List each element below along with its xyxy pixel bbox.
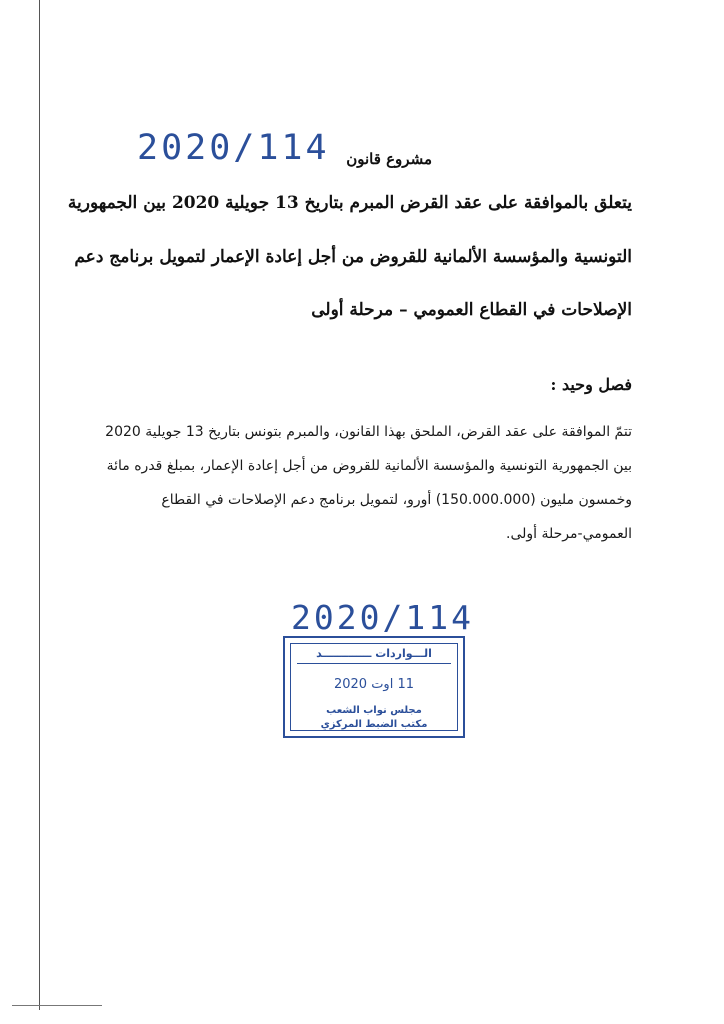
section-heading: فصل وحيد :	[550, 375, 632, 394]
body-line-2: بين الجمهورية التونسية والمؤسسة الألمانية للقروض من أجل إعادة الإعمار، بمبلغ قدره مائة	[106, 458, 632, 474]
page-bottom-line	[12, 1005, 102, 1006]
bill-number-stamp-bottom: 2020/114	[291, 598, 474, 637]
body-line-1: تتمّ الموافقة على عقد القرض، الملحق بهذا القانون، والمبرم بتونس بتاريخ 13 جويلية 2020	[105, 424, 632, 440]
body-line-3: وخمسون مليون (150.000.000) أورو، لتمويل برنامج دعم الإصلاحات في القطاع	[161, 492, 632, 508]
bill-number-stamp-top: 2020/114	[137, 128, 330, 168]
stamp-institution: مجلس نواب الشعب	[326, 705, 422, 716]
title-line-1: يتعلق بالموافقة على عقد القرض المبرم بتاريخ 13 جويلية 2020 بين الجمهورية	[67, 193, 632, 213]
stamp-date: 11 اوت 2020	[333, 677, 415, 692]
body-line-4: العمومي-مرحلة أولى.	[506, 526, 632, 542]
stamp-office: مكتب الضبط المركزي	[320, 719, 428, 730]
stamp-inner-frame	[290, 643, 458, 731]
title-line-3: الإصلاحات في القطاع العمومي – مرحلة أولى	[311, 300, 632, 320]
title-line-2: التونسية والمؤسسة الألمانية للقروض من أجل إعادة الإعمار لتمويل برنامج دعم	[74, 247, 632, 267]
title-line-0: مشروع قانون	[346, 150, 432, 168]
page-margin-line	[39, 0, 40, 1010]
reception-stamp	[283, 636, 465, 738]
stamp-header: الـــواردات ـــــــــــــد	[291, 647, 457, 660]
